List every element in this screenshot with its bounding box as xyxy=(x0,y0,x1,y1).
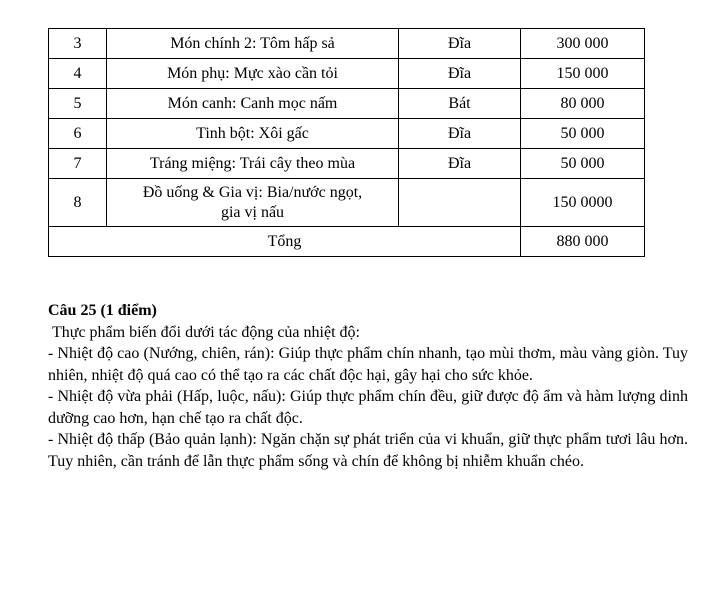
dish-name: Tinh bột: Xôi gấc xyxy=(107,119,399,149)
price: 50 000 xyxy=(521,149,645,179)
price: 80 000 xyxy=(521,89,645,119)
dish-name-line-1: Đồ uống & Gia vị: Bia/nước ngọt, xyxy=(142,183,363,201)
answer-intro: Thực phẩm biến đổi dưới tác động của nhiệt độ: xyxy=(52,323,360,341)
dish-name-line-2: gia vị nấu xyxy=(220,203,285,221)
row-number: 4 xyxy=(49,59,107,89)
unit: Đĩa xyxy=(399,29,521,59)
dish-name: Món chính 2: Tôm hấp sả xyxy=(107,29,399,59)
row-number: 3 xyxy=(49,29,107,59)
dish-name xyxy=(107,179,399,227)
row-number: 5 xyxy=(49,89,107,119)
unit: Đĩa xyxy=(399,119,521,149)
answer-point-high-heat: - Nhiệt độ cao (Nướng, chiên, rán): Giúp thực phẩm chín nhanh, tạo mùi thơm, màu vàng giòn. Tuy nhiên, nhiệt độ quá cao có thể tạo ra các chất độc hại, gây hại cho sức khỏe. xyxy=(48,345,688,384)
dish-name: Tráng miệng: Trái cây theo mùa xyxy=(107,149,399,179)
total-price: 880 000 xyxy=(521,227,645,257)
menu-cost-table xyxy=(48,28,645,257)
unit xyxy=(399,179,521,227)
unit: Đĩa xyxy=(399,149,521,179)
price: 150 0000 xyxy=(521,179,645,227)
table-row xyxy=(49,119,645,149)
price: 300 000 xyxy=(521,29,645,59)
price: 50 000 xyxy=(521,119,645,149)
row-number: 6 xyxy=(49,119,107,149)
table-row xyxy=(49,149,645,179)
dish-name: Món canh: Canh mọc nấm xyxy=(107,89,399,119)
answer-point-low-temperature: - Nhiệt độ thấp (Bảo quản lạnh): Ngăn chặn sự phát triển của vi khuẩn, giữ thực phẩm tươi lâu hơn. Tuy nhiên, cần tránh để lẫn thực phẩm sống và chín để không bị nhiễm khuẩn chéo. xyxy=(48,431,688,470)
answer-point-moderate-heat: - Nhiệt độ vừa phải (Hấp, luộc, nấu): Giúp thực phẩm chín đều, giữ được độ ẩm và hàm lượng dinh dưỡng cao hơn, hạn chế tạo ra chất độc. xyxy=(48,388,688,427)
table-row xyxy=(49,59,645,89)
table-row xyxy=(49,89,645,119)
unit: Bát xyxy=(399,89,521,119)
table-row xyxy=(49,179,645,227)
table-row xyxy=(49,29,645,59)
dish-name: Món phụ: Mực xào cần tỏi xyxy=(107,59,399,89)
price: 150 000 xyxy=(521,59,645,89)
total-label: Tổng xyxy=(49,227,521,257)
total-row xyxy=(49,227,645,257)
answer-section xyxy=(48,300,688,472)
row-number: 8 xyxy=(49,179,107,227)
unit: Đĩa xyxy=(399,59,521,89)
question-title: Câu 25 (1 điểm) xyxy=(48,302,157,319)
row-number: 7 xyxy=(49,149,107,179)
